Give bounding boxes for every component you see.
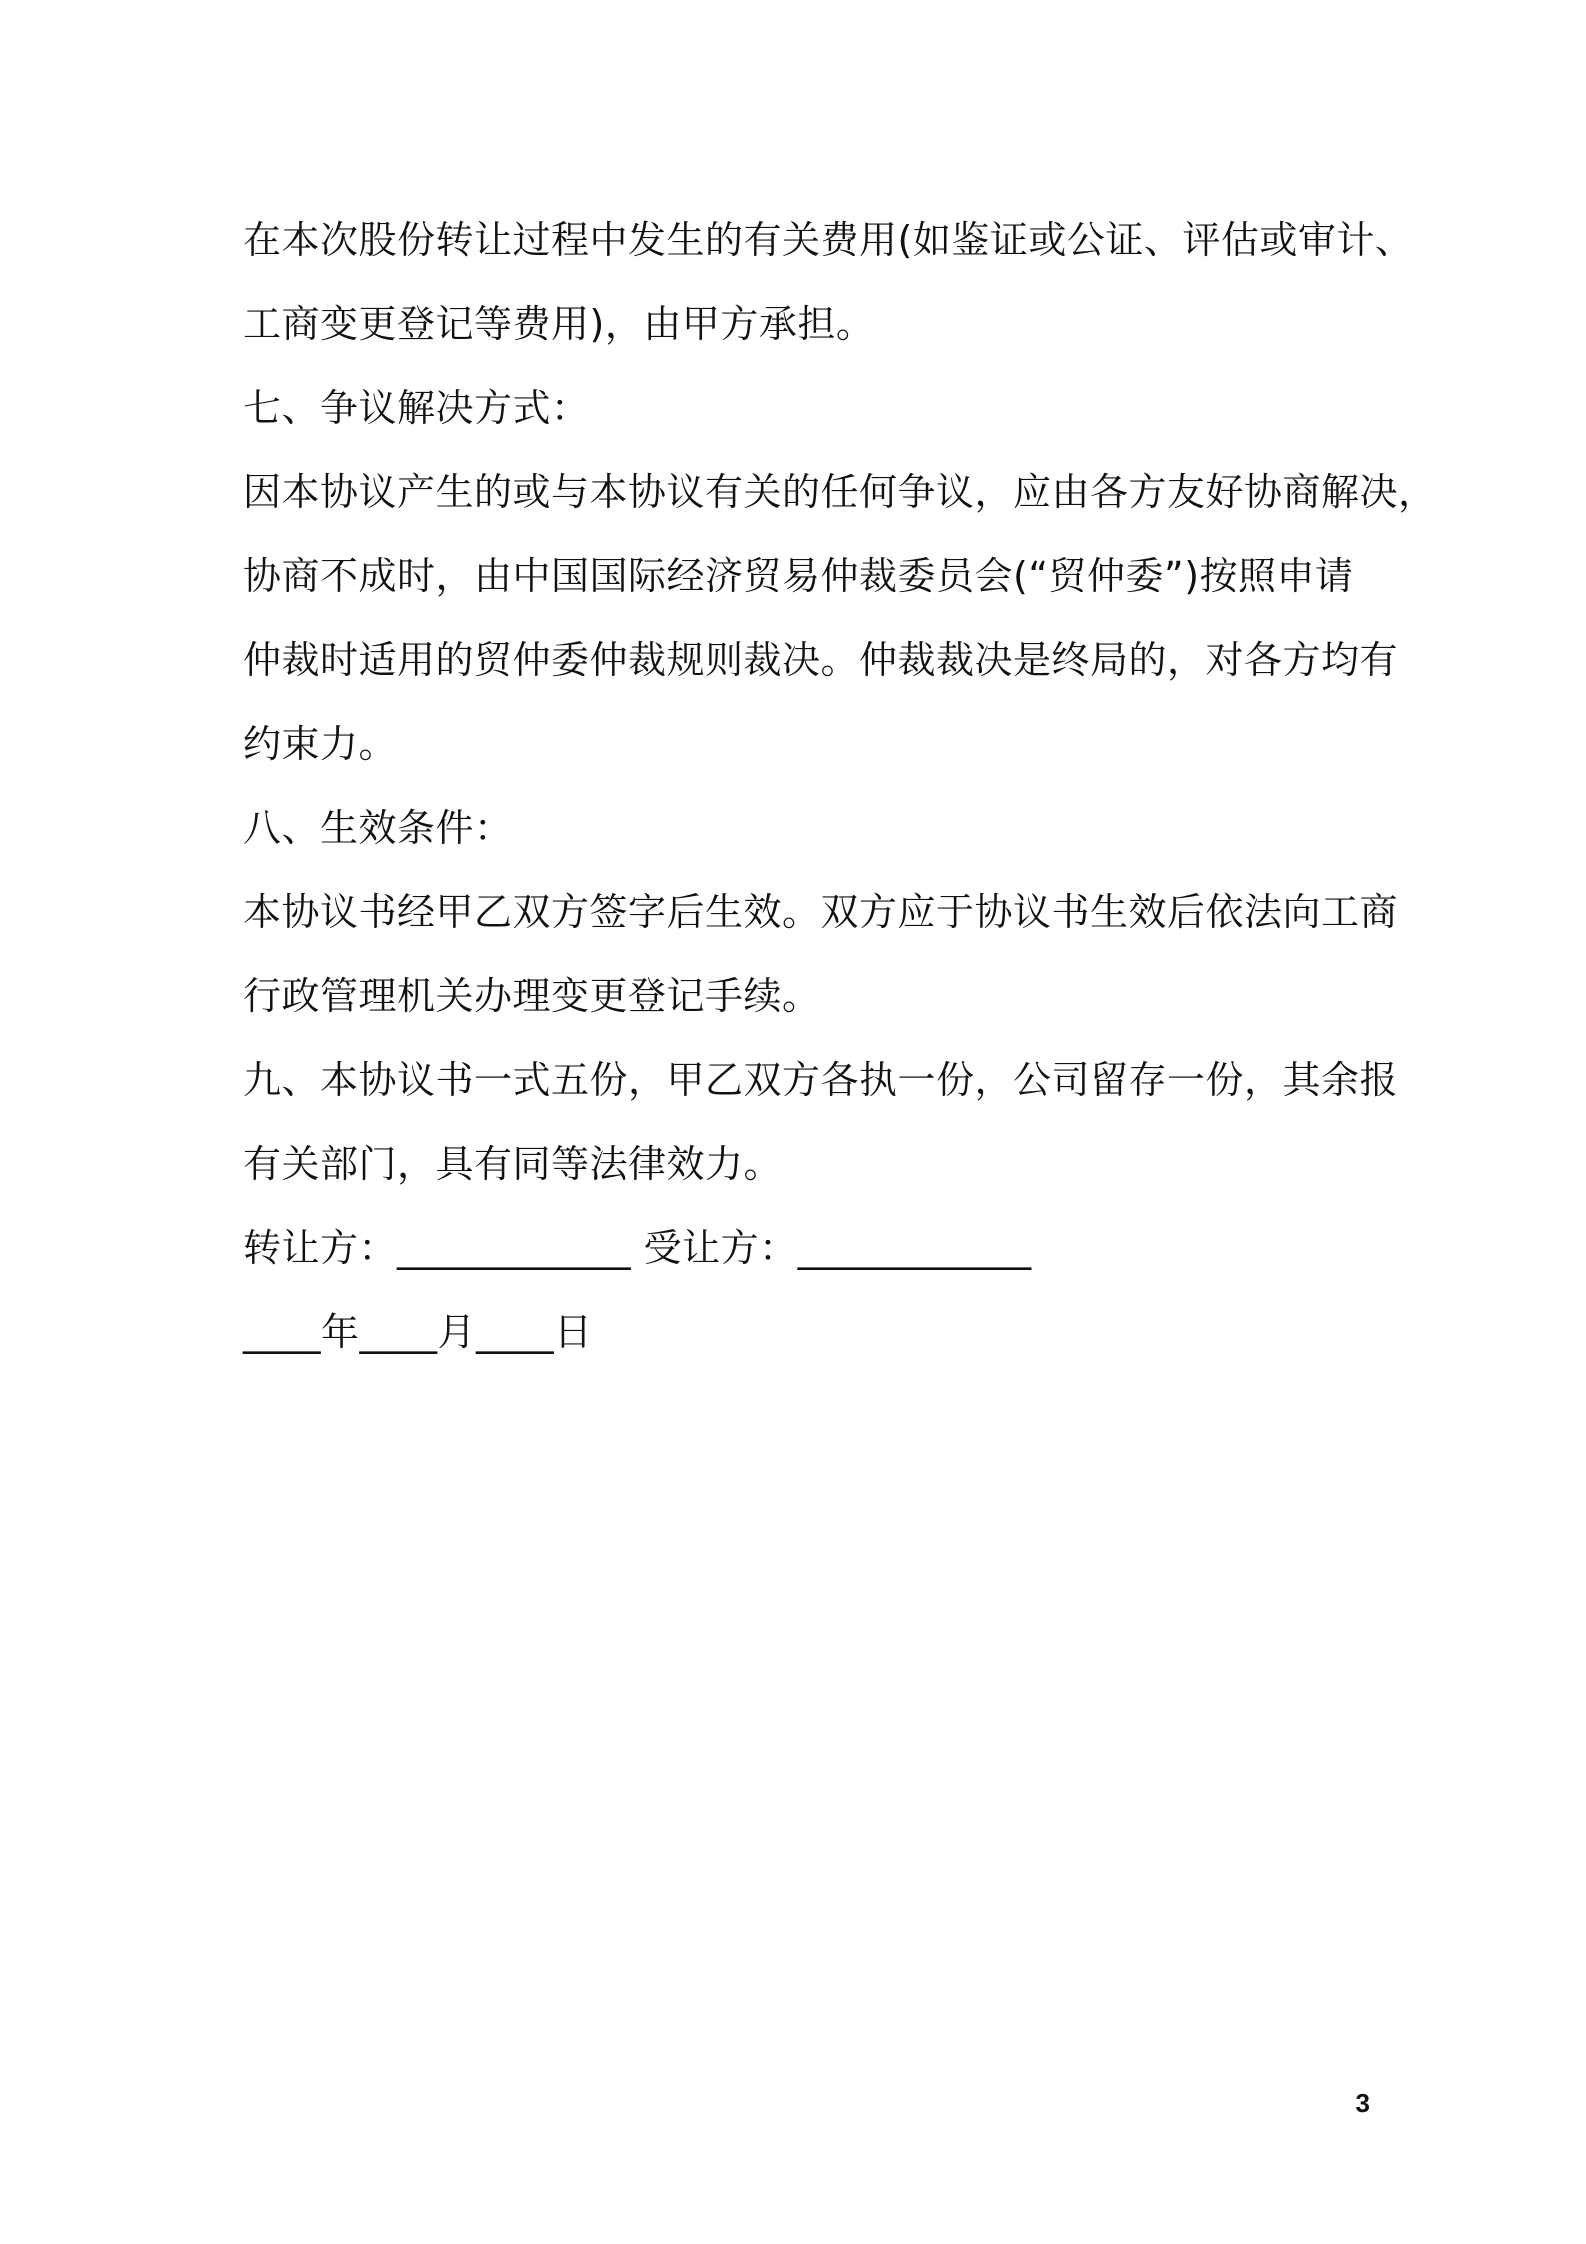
effective-clause-line-1: 本协议书经甲乙双方签字后生效。双方应于协议书生效后依法向工商 <box>243 890 1399 934</box>
signature-line: 转让方：____________ 受让方：____________ <box>243 1226 1032 1270</box>
page-number: 3 <box>1355 2088 1370 2118</box>
copies-clause-line-2: 有关部门，具有同等法律效力。 <box>243 1142 783 1186</box>
copies-clause-line-1: 九、本协议书一式五份，甲乙双方各执一份，公司留存一份，其余报 <box>243 1058 1399 1102</box>
date-line: ____年____月____日 <box>243 1310 593 1354</box>
fee-clause-line-2: 工商变更登记等费用)，由甲方承担。 <box>243 302 875 346</box>
dispute-clause-line-1: 因本协议产生的或与本协议有关的任何争议，应由各方友好协商解决， <box>243 470 1437 514</box>
dispute-clause-line-4: 约束力。 <box>243 722 398 766</box>
dispute-clause-line-3: 仲裁时适用的贸仲委仲裁规则裁决。仲裁裁决是终局的，对各方均有 <box>243 638 1399 682</box>
effective-clause-line-2: 行政管理机关办理变更登记手续。 <box>243 974 821 1018</box>
effective-conditions-heading: 八、生效条件： <box>243 806 513 850</box>
dispute-resolution-heading: 七、争议解决方式： <box>243 386 590 430</box>
fee-clause-line-1: 在本次股份转让过程中发生的有关费用(如鉴证或公证、评估或审计、 <box>243 218 1414 262</box>
dispute-clause-line-2: 协商不成时，由中国国际经济贸易仲裁委员会(“贸仲委”)按照申请 <box>243 554 1354 598</box>
document-body <box>243 198 1437 1374</box>
